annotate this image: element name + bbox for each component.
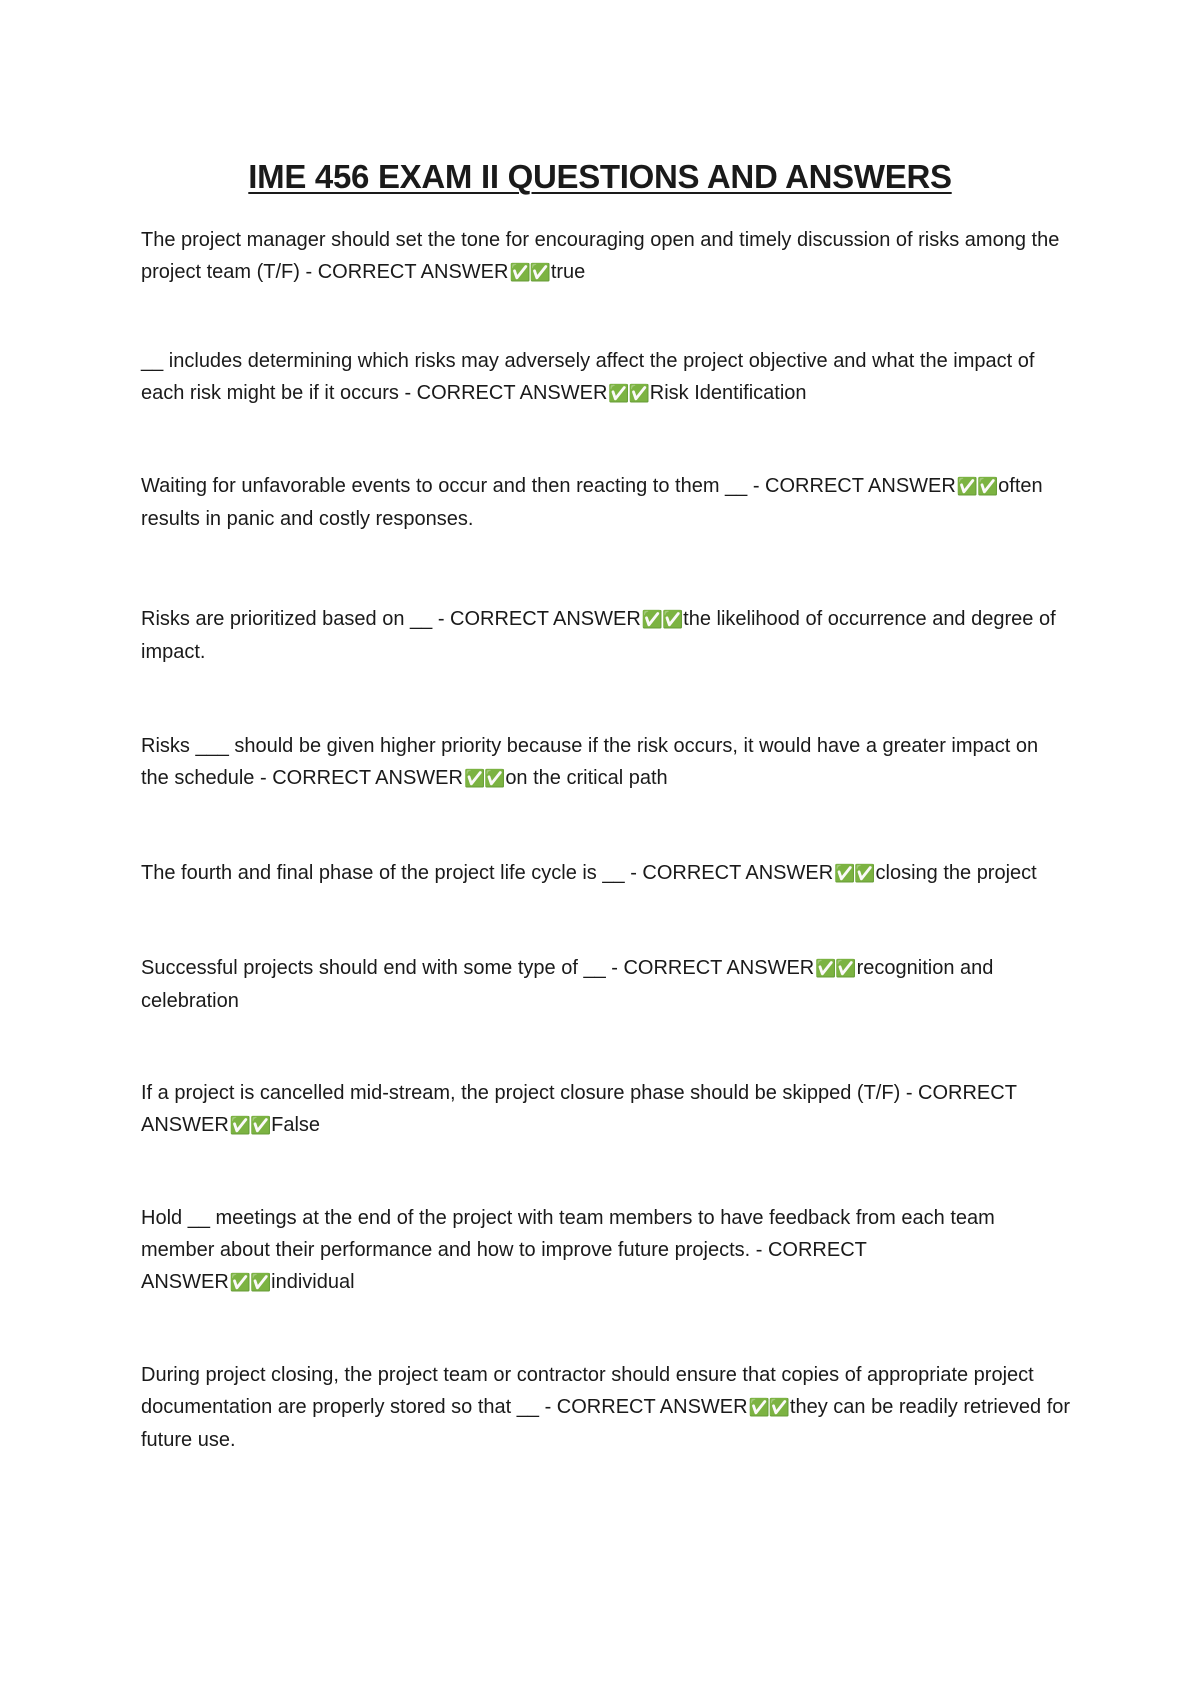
answer-prefix: - CORRECT ANSWER xyxy=(437,608,641,630)
qa-item xyxy=(141,1359,1071,1456)
page-title: IME 456 EXAM II QUESTIONS AND ANSWERS xyxy=(248,158,952,195)
answer-prefix: - CORRECT ANSWER xyxy=(141,1239,867,1293)
qa-item xyxy=(141,857,1071,890)
question-text: During project closing, the project team or contractor should ensure that copies of appropriate project documentation are properly stored so that __ xyxy=(141,1364,1034,1418)
qa-list xyxy=(141,224,1071,1456)
question-text: Waiting for unfavorable events to occur and then reacting to them __ xyxy=(141,475,748,497)
qa-item xyxy=(141,1077,1071,1142)
answer-prefix: - CORRECT ANSWER xyxy=(141,1082,1017,1136)
answer-text: closing the project xyxy=(875,862,1037,884)
question-text: The project manager should set the tone for encouraging open and timely discussion of risks among the project team (T/F) xyxy=(141,229,1060,283)
question-text: Successful projects should end with some type of __ xyxy=(141,957,606,979)
answer-text: true xyxy=(550,261,586,283)
answer-prefix: - CORRECT ANSWER xyxy=(305,261,509,283)
answer-prefix: - CORRECT ANSWER xyxy=(404,382,608,404)
answer-prefix: - CORRECT ANSWER xyxy=(259,767,463,789)
qa-item xyxy=(141,224,1071,289)
check-marks-icon: ✅✅ xyxy=(608,384,649,403)
qa-item xyxy=(141,345,1071,410)
check-marks-icon: ✅✅ xyxy=(509,263,550,282)
answer-text: the likelihood of occurrence and degree of impact. xyxy=(141,608,1056,663)
answer-text: on the critical path xyxy=(505,767,668,789)
answer-text: False xyxy=(271,1114,321,1136)
check-marks-icon: ✅✅ xyxy=(641,610,683,629)
qa-item xyxy=(141,603,1071,668)
answer-prefix: - CORRECT ANSWER xyxy=(611,957,815,979)
answer-text: individual xyxy=(271,1271,355,1293)
answer-prefix: - CORRECT ANSWER xyxy=(752,475,956,497)
check-marks-icon: ✅✅ xyxy=(956,477,998,496)
question-text: __ includes determining which risks may adversely affect the project objective and what the impact of each risk might be if it occurs xyxy=(141,350,1035,404)
question-text: The fourth and final phase of the project life cycle is __ xyxy=(141,862,625,884)
check-marks-icon: ✅✅ xyxy=(748,1398,789,1417)
question-text: Risks are prioritized based on __ xyxy=(141,608,433,630)
question-text: Hold __ meetings at the end of the project with team members to have feedback from each team member about their performance and how to improve future projects. xyxy=(141,1207,995,1261)
check-marks-icon: ✅✅ xyxy=(834,864,875,883)
check-marks-icon: ✅✅ xyxy=(229,1273,271,1292)
qa-item xyxy=(141,952,1071,1017)
question-text: Risks ___ should be given higher priority because if the risk occurs, it would have a greater impact on the schedule xyxy=(141,735,1039,789)
answer-prefix: - CORRECT ANSWER xyxy=(630,862,834,884)
answer-text: they can be readily retrieved for future use. xyxy=(141,1396,1071,1451)
check-marks-icon: ✅✅ xyxy=(463,769,505,788)
check-marks-icon: ✅✅ xyxy=(815,959,856,978)
check-marks-icon: ✅✅ xyxy=(229,1116,271,1135)
question-text: If a project is cancelled mid-stream, the project closure phase should be skipped (T/F) xyxy=(141,1082,901,1104)
answer-prefix: - CORRECT ANSWER xyxy=(544,1396,748,1418)
qa-item xyxy=(141,1202,1071,1299)
qa-item xyxy=(141,730,1071,795)
qa-item xyxy=(141,470,1071,535)
answer-text: Risk Identification xyxy=(649,382,807,404)
answer-text: recognition and celebration xyxy=(141,957,994,1012)
answer-text: often results in panic and costly responses. xyxy=(141,475,1043,530)
